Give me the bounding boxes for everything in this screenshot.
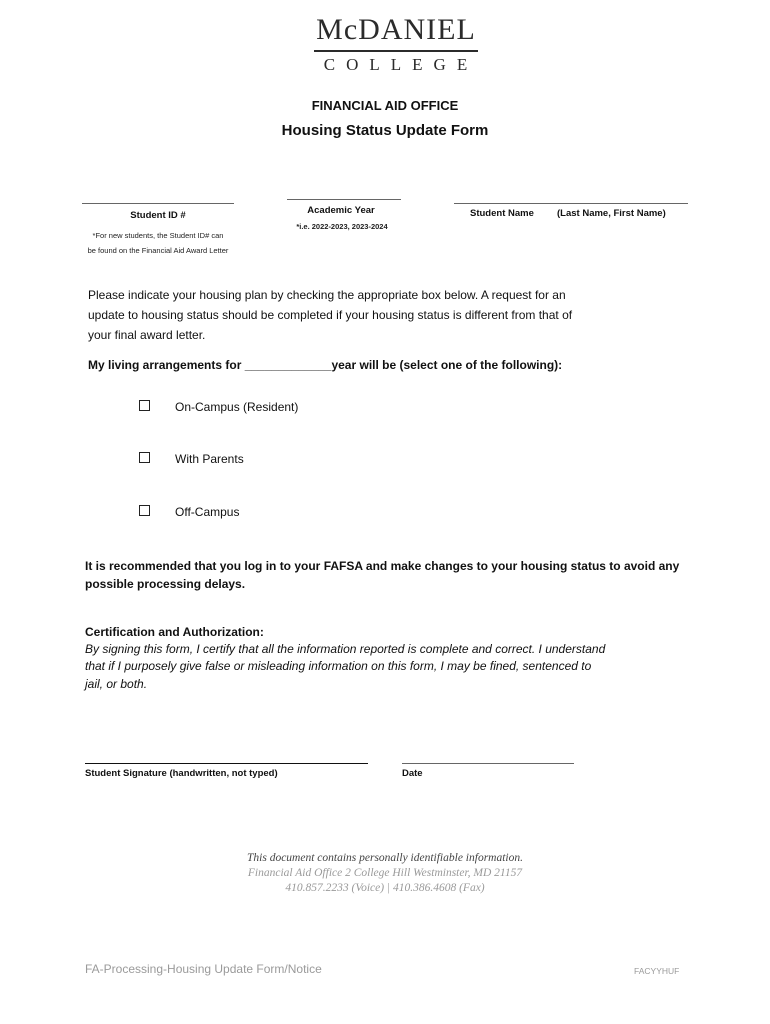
pii-notice: This document contains personally identifiable information. — [247, 852, 523, 864]
certification-line-3: jail, or both. — [85, 677, 148, 691]
recommendation-line-2: possible processing delays. — [85, 577, 246, 591]
instructions-line-2: update to housing status should be completed if your housing status is different from that of — [88, 308, 573, 322]
signature-label: Student Signature (handwritten, not typed) — [85, 768, 278, 779]
office-phone: 410.857.2233 (Voice) | 410.386.4608 (Fax) — [285, 882, 485, 894]
document-name: FA-Processing-Housing Update Form/Notice — [85, 962, 322, 976]
office-heading: FINANCIAL AID OFFICE — [311, 98, 459, 113]
academic-year-label: Academic Year — [307, 205, 375, 216]
logo-bottom-text: COLLEGE — [323, 54, 479, 74]
instructions-line-1: Please indicate your housing plan by checking the appropriate box below. A request for an — [88, 288, 566, 302]
recommendation-line-1: It is recommended that you log in to your FAFSA and make changes to your housing status to avoid any — [85, 559, 680, 573]
living-arrangements-prompt: My living arrangements for _____________year will be (select one of the following): — [88, 358, 563, 372]
student-name-format: (Last Name, First Name) — [557, 208, 666, 219]
off-campus-checkbox[interactable] — [139, 505, 150, 516]
certification-line-2: that if I purposely give false or misleading information on this form, I may be fined, sentenced to — [85, 659, 592, 673]
student-id-note-2: be found on the Financial Aid Award Letter — [87, 246, 229, 255]
date-line[interactable] — [402, 763, 574, 764]
college-logo — [312, 14, 480, 75]
office-address: Financial Aid Office 2 College Hill Westminster, MD 21157 — [247, 867, 523, 879]
instructions-line-3: your final award letter. — [88, 328, 206, 342]
student-name-line[interactable] — [454, 203, 688, 204]
student-id-line[interactable] — [82, 203, 234, 204]
logo-top-text: McDANIEL — [316, 13, 476, 46]
signature-line[interactable] — [85, 763, 368, 764]
off-campus-label: Off-Campus — [175, 505, 240, 519]
academic-year-note: *i.e. 2022-2023, 2023-2024 — [296, 222, 388, 231]
student-name-label: Student Name — [470, 208, 534, 219]
student-id-label: Student ID # — [130, 210, 186, 221]
date-label: Date — [402, 768, 423, 779]
on-campus-checkbox[interactable] — [139, 400, 150, 411]
on-campus-label: On-Campus (Resident) — [175, 400, 299, 414]
academic-year-line[interactable] — [287, 199, 401, 200]
certification-heading: Certification and Authorization: — [85, 625, 264, 639]
form-code: FACYYHUF — [634, 966, 680, 976]
with-parents-label: With Parents — [175, 452, 244, 466]
with-parents-checkbox[interactable] — [139, 452, 150, 463]
certification-line-1: By signing this form, I certify that all the information reported is complete and correct. I understand — [85, 642, 606, 656]
form-title: Housing Status Update Form — [281, 122, 489, 139]
logo-rule — [314, 50, 478, 52]
student-id-note-1: *For new students, the Student ID# can — [92, 231, 224, 240]
